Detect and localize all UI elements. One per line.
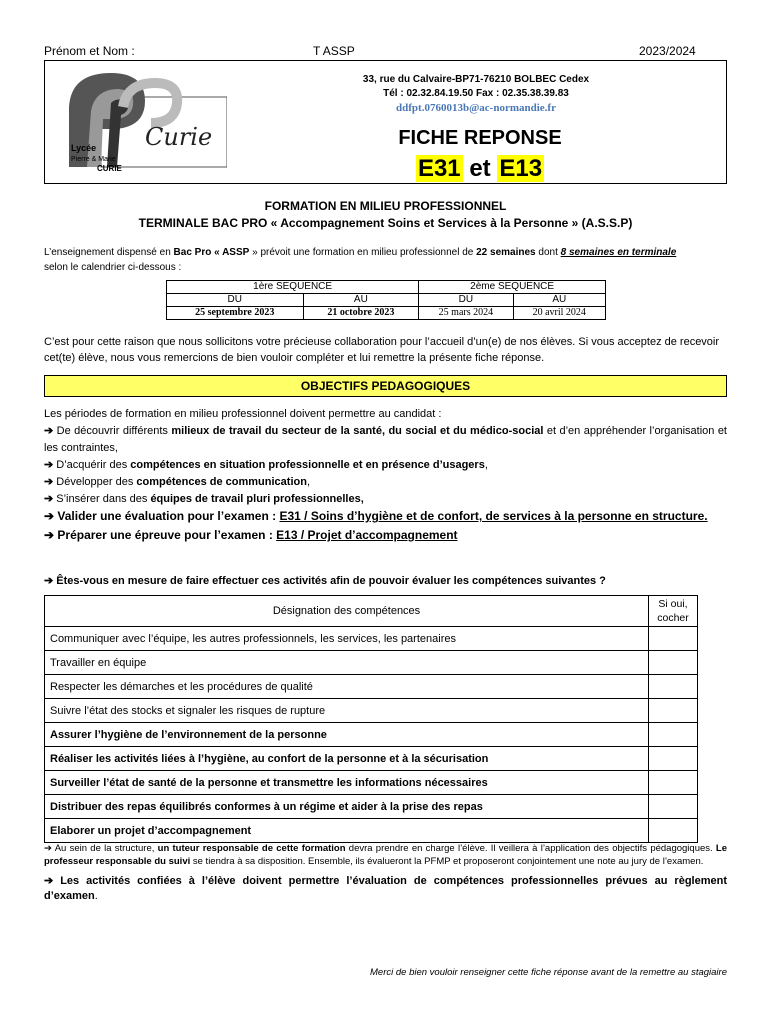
note-tutor: ➔ Au sein de la structure, un tuteur responsable de cette formation devra prendre en charge l’élève. Il veillera à l’application des objectifs pédagogiques. Le professeur responsable du suivi se tiendra à sa disposition. Ensemble, ils évalueront la PFMP et proposeront conjointement une note au jury de l’examen. bbox=[44, 843, 728, 867]
svg-text:Lycée: Lycée bbox=[71, 143, 97, 153]
table-row: Elaborer un projet d’accompagnement bbox=[45, 819, 698, 843]
table-row: Respecter les démarches et les procédures de qualité bbox=[45, 675, 698, 699]
header-box bbox=[44, 60, 727, 184]
objective-item: ➔ D’acquérir des compétences en situation professionnelle et en présence d’usagers, bbox=[44, 459, 488, 471]
arrow-icon: ➔ bbox=[44, 843, 52, 854]
svg-text:Curie: Curie bbox=[145, 123, 213, 151]
check-cell[interactable] bbox=[649, 651, 698, 675]
svg-text:Pierre & Marie: Pierre & Marie bbox=[71, 156, 116, 163]
arrow-icon: ➔ bbox=[44, 476, 54, 488]
seq1-start: 25 septembre 2023 bbox=[167, 307, 304, 320]
table-row: Surveiller l’état de santé de la personne et transmettre les informations nécessaires bbox=[45, 771, 698, 795]
footer-note: Merci de bien vouloir renseigner cette fiche réponse avant de la remettre au stagiaire bbox=[370, 967, 727, 978]
check-cell[interactable] bbox=[649, 699, 698, 723]
seq1-end: 21 octobre 2023 bbox=[303, 307, 419, 320]
arrow-icon: ➔ bbox=[44, 459, 54, 471]
school-year: 2023/2024 bbox=[639, 44, 696, 58]
curie-logo-icon bbox=[57, 67, 227, 179]
seq2-start: 25 mars 2024 bbox=[419, 307, 513, 320]
table-row: Suivre l’état des stocks et signaler les risques de rupture bbox=[45, 699, 698, 723]
arrow-icon: ➔ bbox=[44, 493, 54, 505]
seq2-header: 2ème SEQUENCE bbox=[419, 281, 606, 294]
check-cell[interactable] bbox=[649, 627, 698, 651]
table-row: Distribuer des repas équilibrés conformes à un régime et aider à la prise des repas bbox=[45, 795, 698, 819]
formation-heading: FORMATION EN MILIEU PROFESSIONNEL TERMINALE BAC PRO « Accompagnement Soins et Services à la Personne » (A.S.S.P) bbox=[138, 199, 633, 230]
objective-item: ➔ Développer des compétences de communication, bbox=[44, 476, 310, 488]
check-cell[interactable] bbox=[649, 771, 698, 795]
seq2-end: 20 avril 2024 bbox=[513, 307, 605, 320]
check-header: Si oui, cocher bbox=[649, 596, 698, 627]
notes bbox=[44, 842, 727, 910]
check-cell[interactable] bbox=[649, 795, 698, 819]
check-cell[interactable] bbox=[649, 747, 698, 771]
table-row: Communiquer avec l’équipe, les autres professionnels, les services, les partenaires bbox=[45, 627, 698, 651]
arrow-icon: ➔ bbox=[44, 528, 55, 542]
arrow-icon: ➔ bbox=[44, 875, 54, 887]
objectives-list: Les périodes de formation en milieu professionnel doivent permettre au candidat : ➔ De découvrir différents milieux de travail du secteur de la santé, du social et du médico-social et d’en appréhender l’organisation et les contraintes, ➔ D’acquérir des compétences en situation professionnelle et en présence d’usagers, ➔ Développer des compétences de communication, ➔ S’insérer dans des équipes de travail pluri professionnelles, ➔ Valider une évaluation pour l’examen : E31 / Soins d’hygiène et de confort, de services à la personne en structure. ➔ Préparer une épreuve pour l’examen : E13 / Projet d’accompagnement bbox=[44, 408, 727, 542]
check-cell[interactable] bbox=[649, 819, 698, 843]
school-address: 33, rue du Calvaire-BP71-76210 BOLBEC Cedex Tél : 02.32.84.19.50 Fax : 02.35.38.39.83 ddfpt.0760013b@ac-normandie.fr bbox=[362, 74, 590, 114]
arrow-icon: ➔ bbox=[44, 509, 55, 523]
objective-item: ➔ S’insérer dans des équipes de travail pluri professionnelles, bbox=[44, 493, 364, 505]
svg-text:CURIE: CURIE bbox=[97, 164, 122, 173]
fiche-title: FICHE REPONSE bbox=[398, 127, 562, 149]
fiche-exams: E31 et E13 bbox=[417, 155, 543, 182]
request-paragraph: C’est pour cette raison que nous sollicitons votre précieuse collaboration pour l’accueil d’un(e) de nos élèves. Si vous acceptez de recevoir cet(te) élève, nous vous remercions de bien vouloir compléter et lui remettre la présente fiche réponse. bbox=[44, 336, 720, 364]
competences-header: Désignation des compétences bbox=[45, 596, 649, 627]
seq1-header: 1ère SEQUENCE bbox=[167, 281, 419, 294]
table-row: Travailler en équipe bbox=[45, 651, 698, 675]
check-cell[interactable] bbox=[649, 723, 698, 747]
check-cell[interactable] bbox=[649, 675, 698, 699]
table-row: Assurer l’hygiène de l’environnement de la personne bbox=[45, 723, 698, 747]
competences-table bbox=[44, 595, 698, 843]
objective-item: ➔ De découvrir différents milieux de travail du secteur de la santé, du social et du médico-social et d’en appréhender l’organisation et les contraintes, bbox=[44, 425, 727, 454]
school-logo bbox=[57, 67, 227, 179]
sequence-table: 1ère SEQUENCE 2ème SEQUENCE DU AU DU AU 25 septembre 2023 21 octobre 2023 25 mars 2024 20 avril 2024 bbox=[166, 280, 606, 320]
objective-item: ➔ Préparer une épreuve pour l’examen : E13 / Projet d’accompagnement bbox=[44, 528, 458, 542]
intro-text: L’enseignement dispensé en Bac Pro « ASSP » prévoit une formation en milieu professionnel de 22 semaines dont 8 semaines en terminale selon le calendrier ci-dessous : bbox=[44, 247, 677, 273]
arrow-icon: ➔ bbox=[44, 575, 54, 587]
objectives-title: OBJECTIFS PEDAGOGIQUES bbox=[44, 375, 727, 397]
note-activities: ➔ Les activités confiées à l’élève doivent permettre l’évaluation de compétences professionnelles prévues au règlement d’examen. bbox=[44, 875, 727, 902]
objective-item: ➔ Valider une évaluation pour l’examen : E31 / Soins d’hygiène et de confort, de services à la personne en structure. bbox=[44, 509, 708, 523]
email-link[interactable]: ddfpt.0760013b@ac-normandie.fr bbox=[396, 102, 556, 114]
table-row: Réaliser les activités liées à l’hygiène, au confort de la personne et à la sécurisation bbox=[45, 747, 698, 771]
name-label: Prénom et Nom : bbox=[44, 44, 135, 58]
class-label: T ASSP bbox=[313, 44, 355, 58]
arrow-icon: ➔ bbox=[44, 425, 54, 437]
competences-question: ➔ Êtes-vous en mesure de faire effectuer ces activités afin de pouvoir évaluer les compétences suivantes ? bbox=[44, 575, 606, 587]
